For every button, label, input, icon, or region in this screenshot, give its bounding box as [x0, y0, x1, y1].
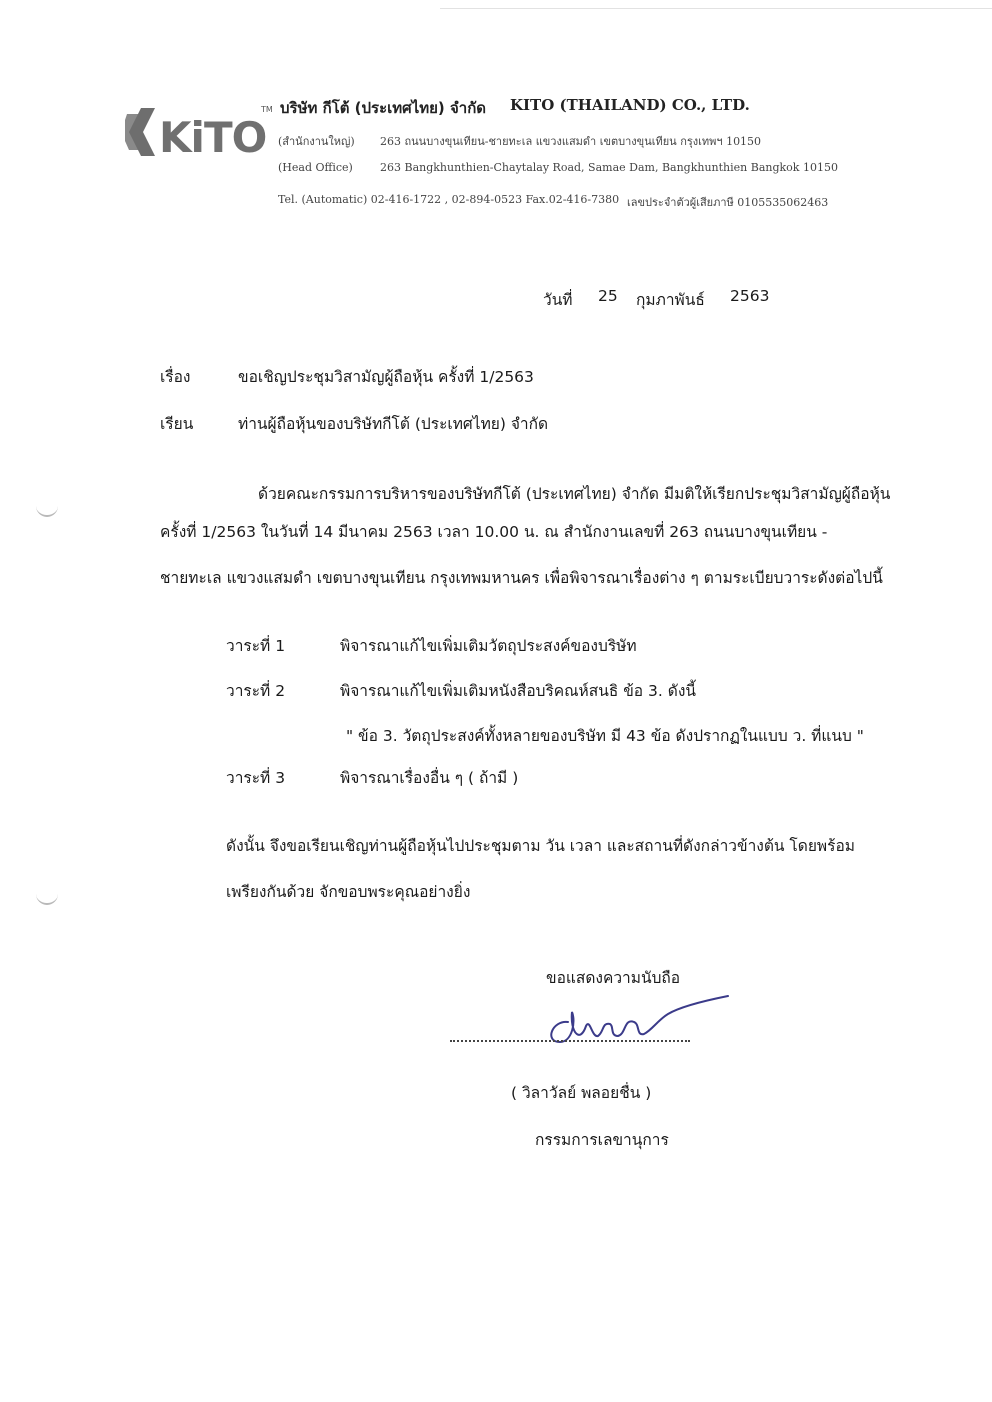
agenda-text: พิจารณาแก้ไขเพิ่มเติมหนังสือบริคณห์สนธิ ข้อ 3. ดังนี้: [340, 682, 696, 700]
agenda-text: พิจารณาเรื่องอื่น ๆ ( ถ้ามี ): [340, 769, 519, 787]
closing-line: ดังนั้น จึงขอเรียนเชิญท่านผู้ถือหุ้นไปประชุมตาม วัน เวลา และสถานที่ดังกล่าวข้างต้น โดยพร้อม: [226, 837, 855, 855]
signer-title: กรรมการเลขานุการ: [535, 1131, 669, 1149]
date-day: 25: [598, 287, 618, 305]
to-label: เรียน: [160, 415, 194, 433]
closing-line: เพรียงกันด้วย จักขอบพระคุณอย่างยิ่ง: [226, 883, 471, 901]
date-month: กุมภาพันธ์: [636, 291, 705, 309]
address-th-label: (สำนักงานใหญ่): [278, 135, 355, 148]
company-name-en: KITO (THAILAND) CO., LTD.: [510, 96, 750, 114]
subject-text: ขอเชิญประชุมวิสามัญผู้ถือหุ้น ครั้งที่ 1/2563: [238, 368, 534, 386]
scan-edge-line: [440, 8, 992, 9]
address-en: 263 Bangkhunthien-Chaytalay Road, Samae Dam, Bangkhunthien Bangkok 10150: [380, 161, 838, 174]
agenda-text: พิจารณาแก้ไขเพิ่มเติมวัตถุประสงค์ของบริษัท: [340, 637, 637, 655]
signature-handwriting: [538, 992, 738, 1056]
date-label: วันที่: [543, 291, 573, 309]
address-th: 263 ถนนบางขุนเทียน-ชายทะเล แขวงแสมดำ เขตบางขุนเทียน กรุงเทพฯ 10150: [380, 135, 762, 148]
kito-logo: [125, 98, 275, 166]
date-year: 2563: [730, 287, 770, 305]
address-en-label: (Head Office): [278, 161, 353, 174]
subject-label: เรื่อง: [160, 368, 191, 386]
punch-hole-mark: [36, 505, 58, 517]
tel-fax: Tel. (Automatic) 02-416-1722 , 02-894-0523 Fax.02-416-7380: [278, 193, 620, 206]
signoff: ขอแสดงความนับถือ: [546, 969, 681, 987]
agenda-label: วาระที่ 2: [226, 682, 286, 700]
intro-line: ด้วยคณะกรรมการบริหารของบริษัทกีโต้ (ประเทศไทย) จำกัด มีมติให้เรียกประชุมวิสามัญผู้ถือหุ้น: [258, 485, 891, 503]
tax-id: เลขประจำตัวผู้เสียภาษี 0105535062463: [627, 196, 829, 209]
signature-line: [450, 1040, 690, 1042]
intro-line: ครั้งที่ 1/2563 ในวันที่ 14 มีนาคม 2563 เวลา 10.00 น. ณ สำนักงานเลขที่ 263 ถนนบางขุนเทียน -: [160, 523, 828, 541]
agenda-label: วาระที่ 3: [226, 769, 286, 787]
to-text: ท่านผู้ถือหุ้นของบริษัทกีโต้ (ประเทศไทย) จำกัด: [238, 415, 549, 433]
agenda-quote: " ข้อ 3. วัตถุประสงค์ทั้งหลายของบริษัท มี 43 ข้อ ดังปรากฏในแบบ ว. ที่แนบ ": [346, 727, 864, 745]
svg-text:KiTO: KiTO: [159, 113, 267, 162]
company-name-th: บริษัท กีโต้ (ประเทศไทย) จำกัด: [280, 99, 487, 117]
punch-hole-mark: [36, 893, 58, 905]
agenda-label: วาระที่ 1: [226, 637, 286, 655]
signer-name: ( วิลาวัลย์ พลอยชื่น ): [511, 1084, 652, 1102]
svg-text:TM: TM: [261, 105, 273, 114]
intro-line: ชายทะเล แขวงแสมดำ เขตบางขุนเทียน กรุงเทพมหานคร เพื่อพิจารณาเรื่องต่าง ๆ ตามระเบียบวาระดังต่อไปนี้: [160, 569, 883, 587]
